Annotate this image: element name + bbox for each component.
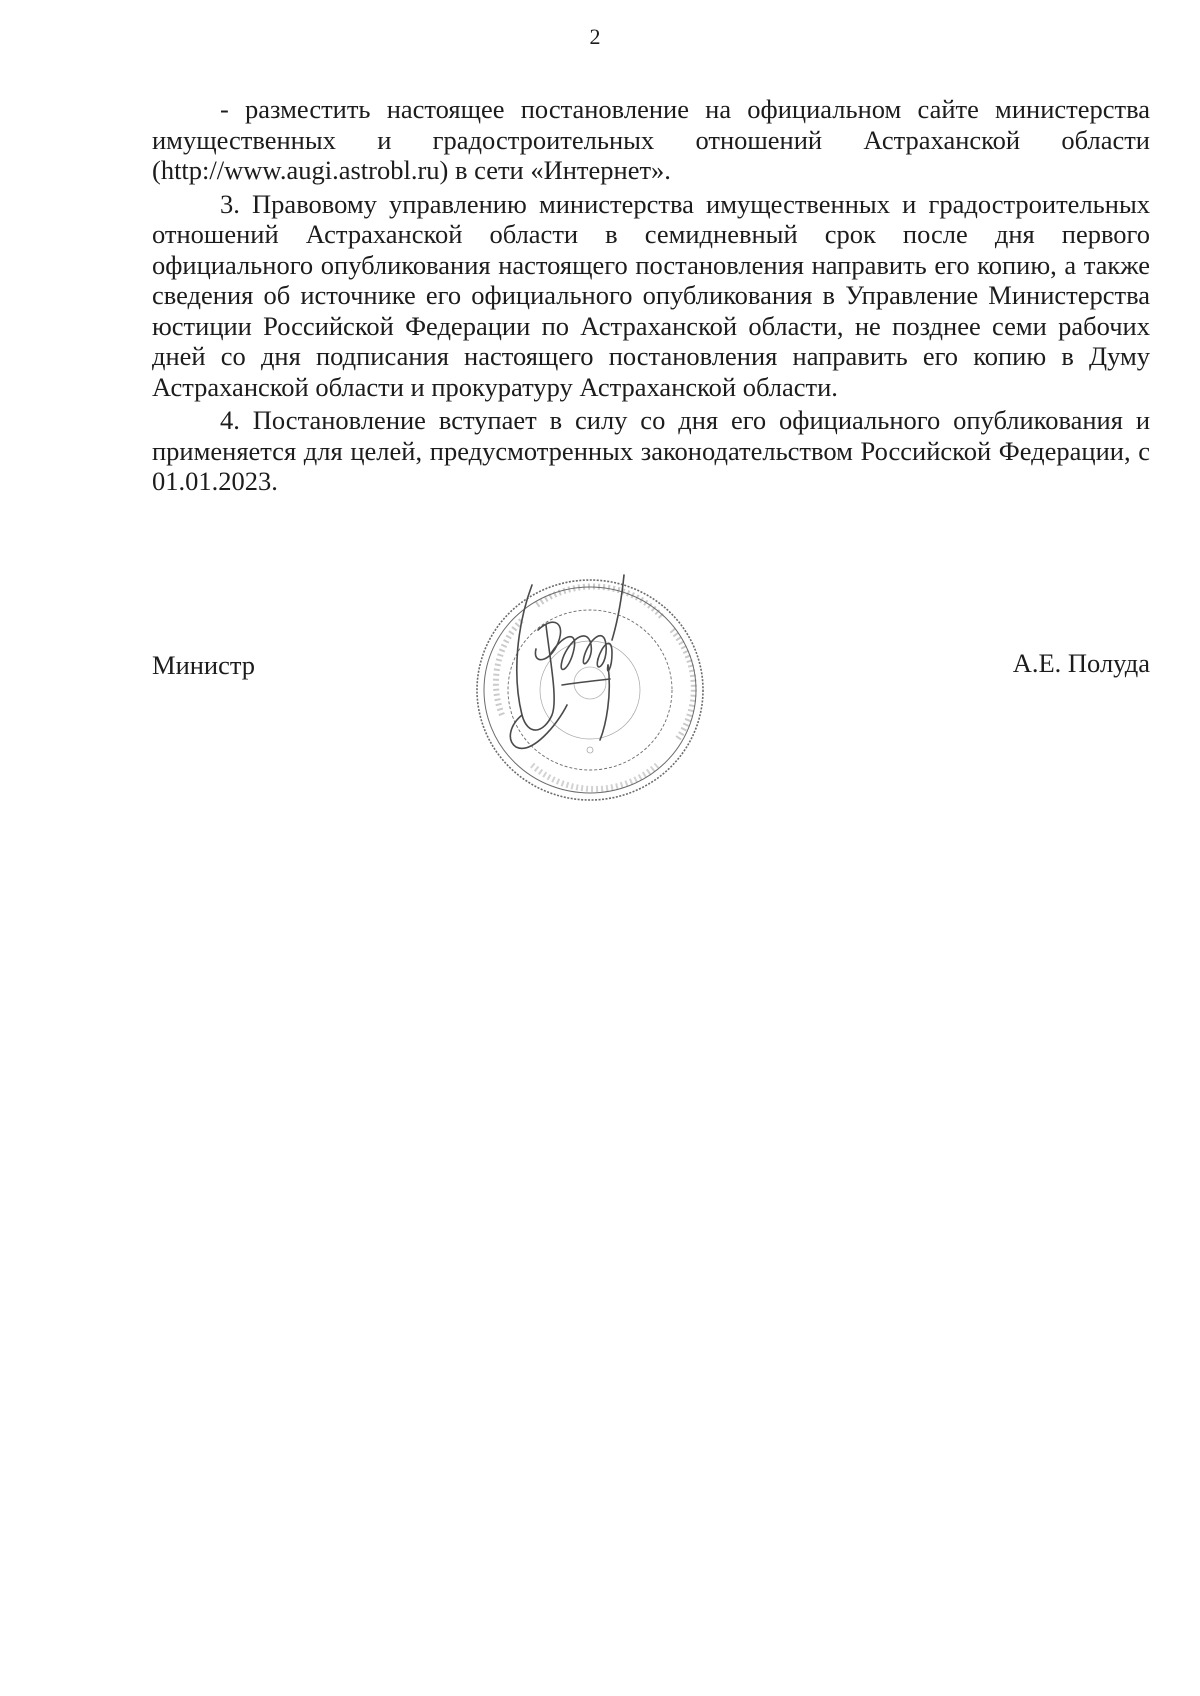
document-body	[152, 94, 1150, 500]
seal-with-signature-icon	[462, 565, 718, 811]
paragraph-3-legal-department: 3. Правовому управлению министерства имущественных и градостроительных отношений Астраханской области в семидневный срок после дня первого официального опубликования настоящего постановления направить его копию, а также сведения об источнике его официального опубликования в Управление Министерства юстиции Российской Федерации по Астраханской области, не позднее семи рабочих дней со дня подписания настоящего постановления направить его копию в Думу Астраханской области и прокуратуру Астраханской области.	[152, 188, 1150, 402]
signer-position: Министр	[152, 650, 256, 680]
paragraph-4-entry-into-force: 4. Постановление вступает в силу со дня его официального опубликования и применяется для целей, предусмотренных законодательством Российской Федерации, с 01.01.2023.	[152, 405, 1150, 496]
paragraph-publish-website: - разместить настоящее постановление на официальном сайте министерства имущественных и градостроительных отношений Астраханской области (http://www.augi.astrobl.ru) в сети «Интернет».	[152, 94, 1150, 185]
signer-name: А.Е. Полуда	[1012, 648, 1150, 678]
page-number: 2	[589, 24, 601, 49]
